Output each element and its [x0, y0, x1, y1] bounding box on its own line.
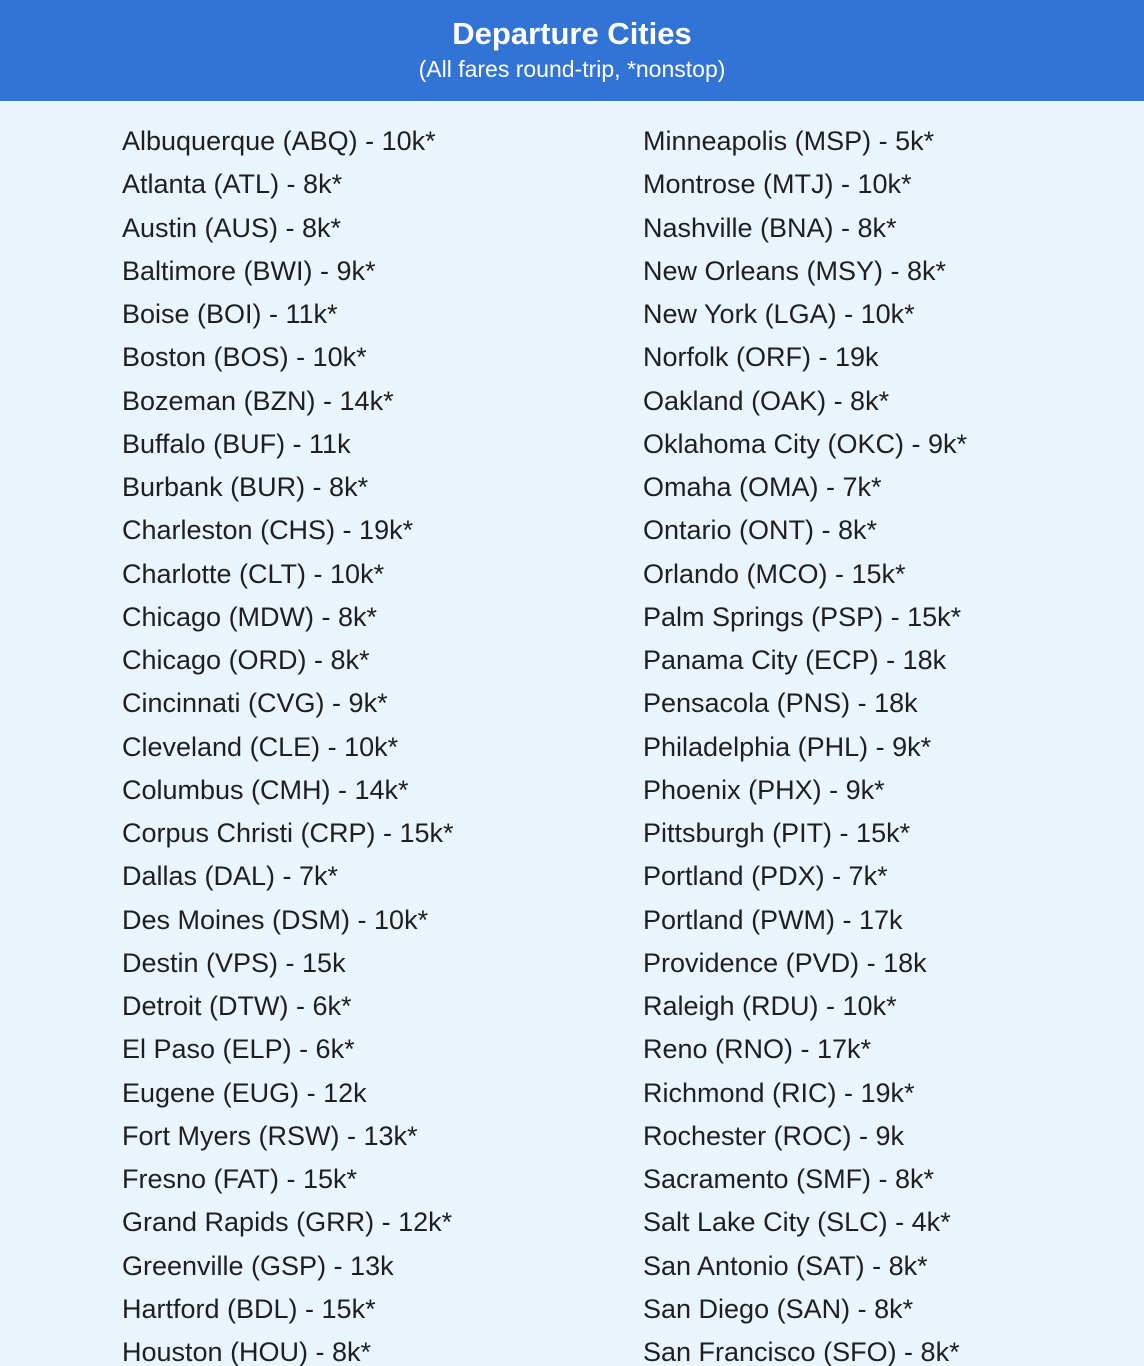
city-item: Charleston (CHS) - 19k* — [122, 515, 414, 546]
city-item: Boise (BOI) - 11k* — [122, 299, 338, 329]
city-item: Pensacola (PNS) - 18k — [643, 688, 918, 719]
city-item: Burbank (BUR) - 8k* — [122, 472, 369, 502]
page-subtitle: (All fares round-trip, *nonstop) — [418, 56, 726, 82]
city-item: Columbus (CMH) - 14k* — [122, 774, 409, 805]
city-item: Reno (RNO) - 17k* — [643, 1034, 872, 1065]
city-item: Eugene (EUG) - 12k — [122, 1077, 367, 1108]
city-item: Buffalo (BUF) - 11k — [122, 428, 351, 459]
city-item: Cleveland (CLE) - 10k* — [122, 731, 399, 762]
city-item: Detroit (DTW) - 6k* — [122, 991, 352, 1021]
city-item: Orlando (MCO) - 15k* — [643, 558, 906, 589]
page-title: Departure Cities — [452, 16, 692, 51]
city-item: Montrose (MTJ) - 10k* — [643, 169, 912, 200]
city-item: Salt Lake City (SLC) - 4k* — [643, 1207, 951, 1238]
city-item: Grand Rapids (GRR) - 12k* — [122, 1207, 453, 1238]
city-item: Panama City (ECP) - 18k — [643, 645, 947, 675]
city-item: Des Moines (DSM) - 10k* — [122, 904, 429, 935]
city-item: Norfolk (ORF) - 19k — [643, 342, 879, 373]
city-item: Providence (PVD) - 18k — [643, 947, 927, 978]
city-item: New York (LGA) - 10k* — [643, 299, 915, 329]
city-item: Greenville (GSP) - 13k — [122, 1250, 394, 1281]
city-item: Baltimore (BWI) - 9k* — [122, 255, 376, 286]
city-item: Palm Springs (PSP) - 15k* — [643, 601, 962, 632]
city-item: Cincinnati (CVG) - 9k* — [122, 688, 388, 719]
city-item: Sacramento (SMF) - 8k* — [643, 1164, 935, 1194]
city-item: Boston (BOS) - 10k* — [122, 342, 367, 373]
city-item: Chicago (MDW) - 8k* — [122, 601, 378, 632]
city-item: Rochester (ROC) - 9k — [643, 1120, 905, 1151]
city-item: San Francisco (SFO) - 8k* — [643, 1337, 960, 1366]
city-item: Albuquerque (ABQ) - 10k* — [122, 126, 436, 156]
city-item: Fresno (FAT) - 15k* — [122, 1164, 358, 1194]
city-item: Dallas (DAL) - 7k* — [122, 861, 339, 892]
page-header — [0, 0, 1144, 101]
city-item: San Antonio (SAT) - 8k* — [643, 1250, 928, 1281]
city-item: Pittsburgh (PIT) - 15k* — [643, 818, 911, 848]
city-item: Atlanta (ATL) - 8k* — [122, 169, 343, 200]
city-item: Austin (AUS) - 8k* — [122, 212, 342, 243]
city-item: Portland (PDX) - 7k* — [643, 861, 888, 892]
city-item: Houston (HOU) - 8k* — [122, 1337, 372, 1366]
city-list-left — [122, 120, 454, 1366]
city-item: Corpus Christi (CRP) - 15k* — [122, 818, 454, 848]
city-item: Oakland (OAK) - 8k* — [643, 385, 890, 416]
city-item: Chicago (ORD) - 8k* — [122, 645, 370, 675]
city-item: Philadelphia (PHL) - 9k* — [643, 731, 932, 762]
city-item: Oklahoma City (OKC) - 9k* — [643, 428, 968, 459]
city-item: New Orleans (MSY) - 8k* — [643, 255, 947, 286]
city-item: Destin (VPS) - 15k — [122, 947, 346, 978]
city-item: Minneapolis (MSP) - 5k* — [643, 126, 935, 156]
city-item: Hartford (BDL) - 15k* — [122, 1293, 376, 1324]
city-item: Ontario (ONT) - 8k* — [643, 515, 878, 546]
city-item: El Paso (ELP) - 6k* — [122, 1034, 355, 1065]
city-item: Omaha (OMA) - 7k* — [643, 472, 882, 502]
city-item: Portland (PWM) - 17k — [643, 904, 903, 935]
city-item: Richmond (RIC) - 19k* — [643, 1077, 915, 1108]
cities-panel — [0, 101, 1144, 1366]
city-item: Phoenix (PHX) - 9k* — [643, 774, 885, 805]
city-item: Bozeman (BZN) - 14k* — [122, 385, 394, 416]
city-item: Nashville (BNA) - 8k* — [643, 212, 897, 243]
city-list-right — [643, 120, 967, 1366]
city-item: San Diego (SAN) - 8k* — [643, 1293, 914, 1324]
city-item: Charlotte (CLT) - 10k* — [122, 558, 385, 589]
city-item: Fort Myers (RSW) - 13k* — [122, 1120, 418, 1151]
city-item: Raleigh (RDU) - 10k* — [643, 991, 897, 1021]
